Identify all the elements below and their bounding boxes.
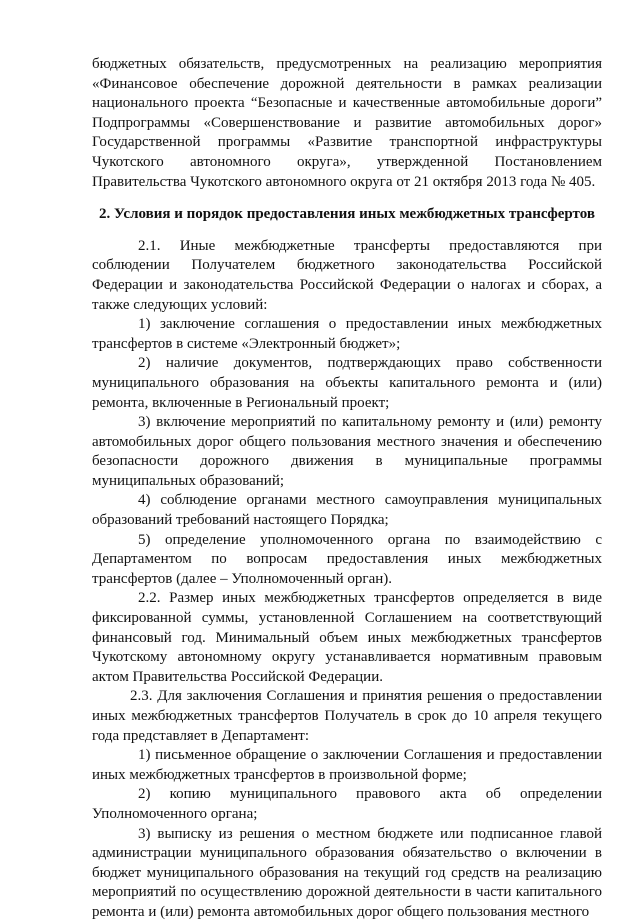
list-item-2-1-1: 1) заключение соглашения о предоставлении иных межбюджетных трансфертов в системе «Электронный бюджет»;: [92, 316, 602, 352]
list-item-2-3-2: 2) копию муниципального правового акта об определении Уполномоченного органа;: [92, 786, 602, 822]
list-item-2-1-2: 2) наличие документов, подтверждающих право собственности муниципального образования на объекты капитального ремонта и (или) ремонта, включенные в Региональный проект;: [92, 355, 602, 411]
document-body: [92, 55, 602, 923]
paragraph-2-2: 2.2. Размер иных межбюджетных трансфертов определяется в виде фиксированной суммы, установленной Соглашением на соответствующий финансовый год. Минимальный объем иных межбюджетных трансфертов Чукотскому автономному округу устанавливается нормативным правовым актом Правительства Российской Федерации.: [92, 590, 602, 685]
intro-paragraph: бюджетных обязательств, предусмотренных на реализацию мероприятия «Финансовое обеспечение дорожной деятельности в рамках реализации национального проекта “Безопасные и качественные автомобильные дороги” Подпрограммы «Совершенствование и развитие автомобильных дорог» Государственной программы «Развитие транспортной инфраструктуры Чукотского автономного округа», утвержденной Постановлением Правительства Чукотского автономного округа от 21 октября 2013 года № 405.: [92, 56, 602, 190]
list-item-2-1-4: 4) соблюдение органами местного самоуправления муниципальных образований требований настоящего Порядка;: [92, 492, 602, 529]
list-item-2-1-5: 5) определение уполномоченного органа по взаимодействию с Департаментом по вопросам предоставления иных межбюджетных трансфертов (далее – Уполномоченный орган).: [92, 531, 602, 587]
paragraph-2-1: 2.1. Иные межбюджетные трансферты предоставляются при соблюдении Получателем бюджетного законодательства Российской Федерации и законодательства Российской Федерации о налогах и сборах, а также следующих условий:: [92, 237, 602, 313]
list-item-2-3-1: 1) письменное обращение о заключении Соглашения и предоставлении иных межбюджетных трансфертов в произвольной форме;: [92, 747, 602, 783]
list-item-2-1-3: 3) включение мероприятий по капитальному ремонту и (или) ремонту автомобильных дорог общего пользования местного значения и обеспечению безопасности дорожного движения в муниципальные программы муниципальных образований;: [92, 414, 602, 489]
list-item-2-3-3: 3) выписку из решения о местном бюджете или подписанное главой администрации муниципального образования обязательство о включении в бюджет муниципального образования на текущий год средств на реализацию мероприятий по осуществлению дорожной деятельности в части капитального ремонта и (или) ремонта автомобильных дорог общего пользования местного: [92, 825, 602, 920]
section-heading: 2. Условия и порядок предоставления иных межбюджетных трансфертов: [99, 206, 595, 223]
paragraph-2-3: 2.3. Для заключения Соглашения и принятия решения о предоставлении иных межбюджетных трансфертов Получатель в срок до 10 апреля текущего года представляет в Департамент:: [92, 688, 602, 744]
